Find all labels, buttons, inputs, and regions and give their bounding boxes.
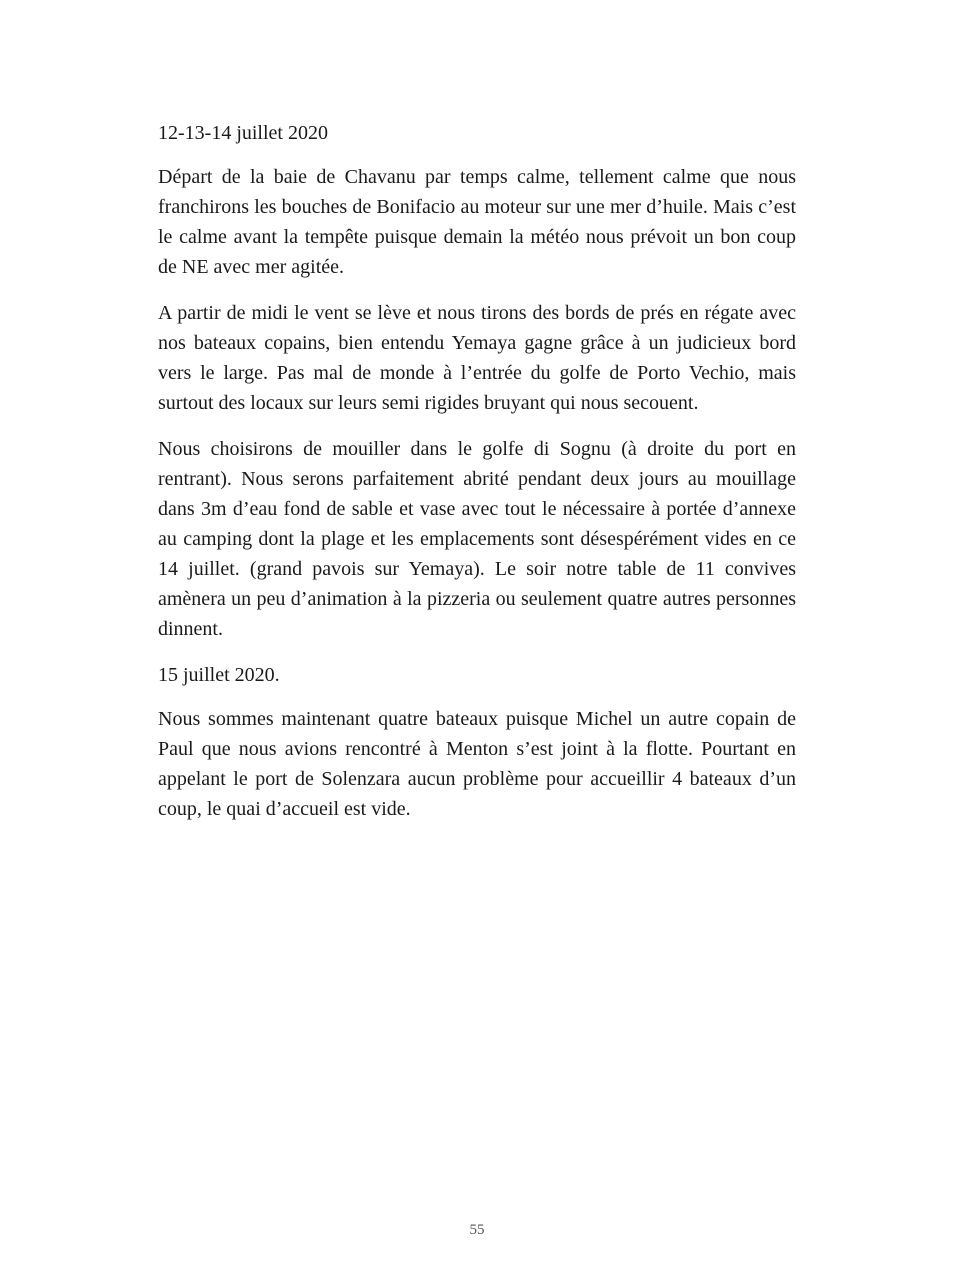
page-body (158, 118, 796, 840)
paragraph: Nous choisirons de mouiller dans le golfe di Sognu (à droite du port en rentrant). Nous serons parfaitement abrité pendant deux jours au mouillage dans 3m d’eau fond de sable et vase avec tout le nécessaire à portée d’annexe au camping dont la plage et les emplacements sont désespérément vides en ce 14 juillet. (grand pavois sur Yemaya). Le soir notre table de 11 convives amènera un peu d’animation à la pizzeria ou seulement quatre autres personnes dinnent. (158, 438, 796, 640)
entry-date: 12-13-14 juillet 2020 (158, 122, 328, 144)
entry-date: 15 juillet 2020. (158, 664, 280, 686)
paragraph: Nous sommes maintenant quatre bateaux puisque Michel un autre copain de Paul que nous avions rencontré à Menton s’est joint à la flotte. Pourtant en appelant le port de Solenzara aucun problème pour accueillir 4 bateaux d’un coup, le quai d’accueil est vide. (158, 708, 796, 820)
page-number: 55 (469, 1222, 485, 1238)
paragraph: A partir de midi le vent se lève et nous tirons des bords de prés en régate avec nos bateaux copains, bien entendu Yemaya gagne grâce à un judicieux bord vers le large. Pas mal de monde à l’entrée du golfe de Porto Vechio, mais surtout des locaux sur leurs semi rigides bruyant qui nous secouent. (158, 302, 796, 414)
paragraph: Départ de la baie de Chavanu par temps calme, tellement calme que nous franchirons les bouches de Bonifacio au moteur sur une mer d’huile. Mais c’est le calme avant la tempête puisque demain la météo nous prévoit un bon coup de NE avec mer agitée. (158, 166, 796, 278)
